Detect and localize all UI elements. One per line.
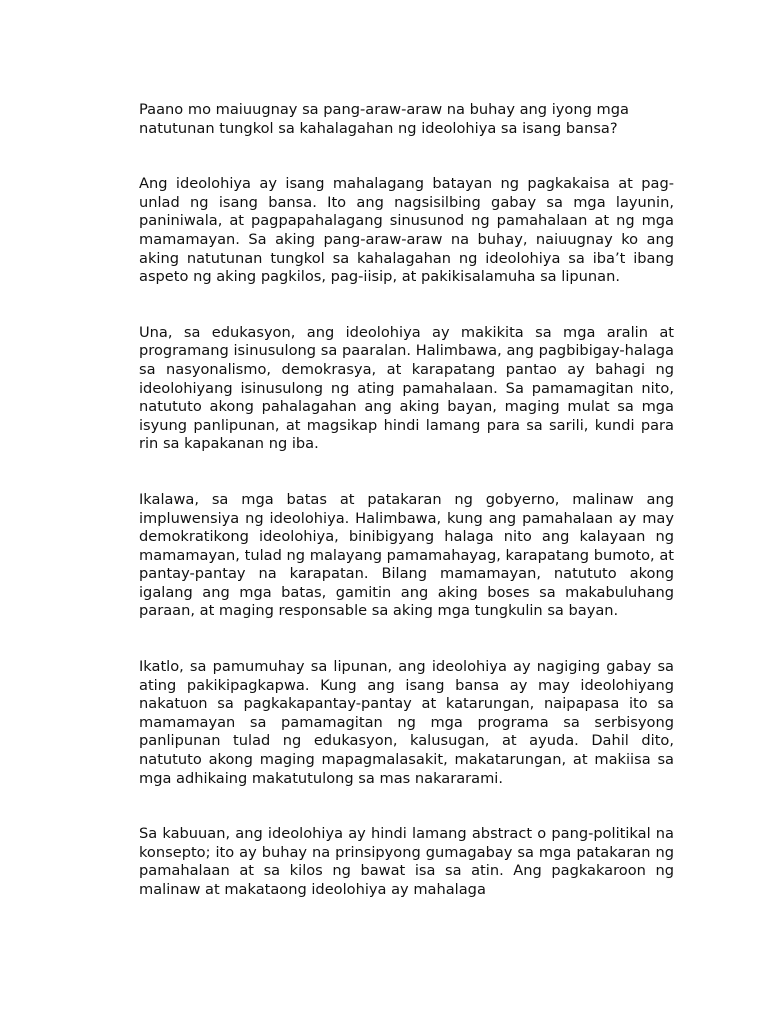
paragraph-education: Una, sa edukasyon, ang ideolohiya ay makikita sa mga aralin at programang isinusulong sa paaralan. Halimbawa, ang pagbibigay-halaga sa nasyonalismo, demokrasya, at karapatang pantao ay bahagi ng ideolohiyang isinusulong ng ating pamahalaan. Sa pamamagitan nito, natututo akong pahalagahan ang aking bayan, maging mulat sa mga isyung panlipunan, at magsikap hindi lamang para sa sarili, kundi para rin sa kapakanan ng iba. [139, 323, 674, 453]
paragraph-introduction: Ang ideolohiya ay isang mahalagang batayan ng pagkakaisa at pag-unlad ng isang bansa. Ito ang nagsisilbing gabay sa mga layunin, paniniwala, at pagpapahalagang sinusunod ng pamahalaan at ng mga mamamayan. Sa aking pang-araw-araw na buhay, naiuugnay ko ang aking natutunan tungkol sa kahalagahan ng ideolohiya sa iba’t ibang aspeto ng aking pagkilos, pag-iisip, at pakikisalamuha sa lipunan. [139, 175, 674, 286]
essay-question: Paano mo maiuugnay sa pang-araw-araw na buhay ang iyong mga natutunan tungkol sa kahalagahan ng ideolohiya sa isang bansa? [139, 101, 629, 137]
paragraph-society: Ikatlo, sa pamumuhay sa lipunan, ang ideolohiya ay nagiging gabay sa ating pakikipagkapwa. Kung ang isang bansa ay may ideolohiyang nakatuon sa pagkakapantay-pantay at katarungan, naipapasa ito sa mamamayan sa pamamagitan ng mga programa sa serbisyong panlipunan tulad ng edukasyon, kalusugan, at ayuda. Dahil dito, natututo akong maging mapagmalasakit, makatarungan, at makiisa sa mga adhikaing makatutulong sa mas nakararami. [139, 658, 674, 787]
document-body [139, 101, 674, 900]
paragraph-laws-and-policies: Ikalawa, sa mga batas at patakaran ng gobyerno, malinaw ang impluwensiya ng ideolohiya. Halimbawa, kung ang pamahalaan ay may demokratikong ideolohiya, binibigyang halaga nito ang kalayaan ng mamamayan, tulad ng malayang pamamahayag, karapatang bumoto, at pantay-pantay na karapatan. Bilang mamamayan, natututo akong igalang ang mga batas, gamitin ang aking boses sa makabuluhang paraan, at maging responsable sa aking mga tungkulin sa bayan. [139, 490, 674, 620]
paragraph-conclusion: Sa kabuuan, ang ideolohiya ay hindi lamang abstract o pang-politikal na konsepto; ito ay buhay na prinsipyong gumagabay sa mga patakaran ng pamahalaan at sa kilos ng bawat isa sa atin. Ang pagkakaroon ng malinaw at makataong ideolohiya ay mahalaga [139, 825, 674, 898]
